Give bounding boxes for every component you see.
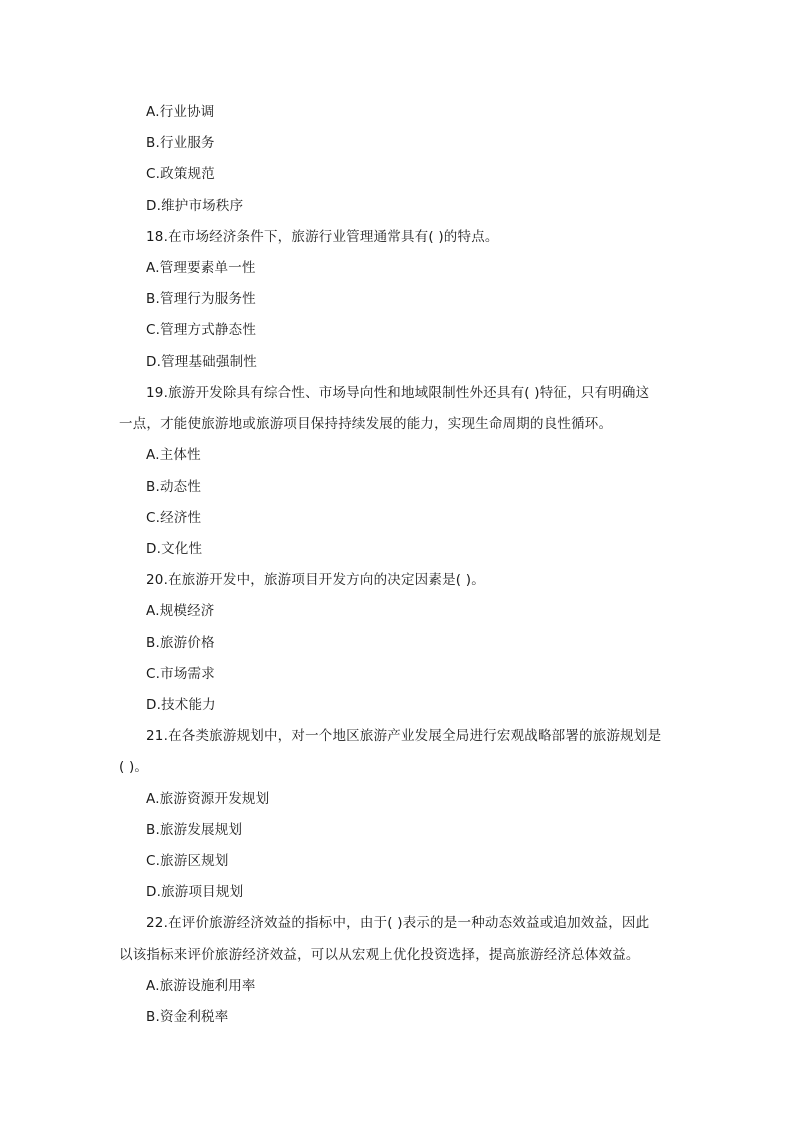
question-line: 18.在市场经济条件下，旅游行业管理通常具有( )的特点。 xyxy=(146,229,499,245)
option-line: D.维护市场秩序 xyxy=(146,198,244,214)
option-line: D.旅游项目规划 xyxy=(146,884,244,900)
option-line: A.管理要素单一性 xyxy=(146,260,256,276)
option-line: A.行业协调 xyxy=(146,104,215,120)
option-line: D.管理基础强制性 xyxy=(146,354,257,370)
option-line: B.行业服务 xyxy=(146,135,215,151)
option-line: C.旅游区规划 xyxy=(146,853,229,869)
option-line: A.主体性 xyxy=(146,447,201,463)
option-line: B.旅游发展规划 xyxy=(146,822,243,838)
option-line: A.旅游设施利用率 xyxy=(146,978,256,994)
question-line: 22.在评价旅游经济效益的指标中，由于( )表示的是一种动态效益或追加效益，因此 xyxy=(146,915,650,931)
option-line: C.政策规范 xyxy=(146,166,215,182)
option-line: B.动态性 xyxy=(146,479,202,495)
option-line: B.管理行为服务性 xyxy=(146,291,256,307)
option-line: D.文化性 xyxy=(146,541,203,557)
question-line: 20.在旅游开发中，旅游项目开发方向的决定因素是( )。 xyxy=(146,572,485,588)
option-line: B.资金利税率 xyxy=(146,1009,229,1025)
option-line: B.旅游价格 xyxy=(146,635,215,651)
option-line: D.技术能力 xyxy=(146,697,216,713)
option-line: A.规模经济 xyxy=(146,603,215,619)
option-line: C.经济性 xyxy=(146,510,202,526)
question-continuation-line: 一点，才能使旅游地或旅游项目保持持续发展的能力，实现生命周期的良性循环。 xyxy=(119,416,613,432)
option-line: C.市场需求 xyxy=(146,666,215,682)
question-line: 21.在各类旅游规划中，对一个地区旅游产业发展全局进行宏观战略部署的旅游规划是 xyxy=(146,728,662,744)
question-line: 19.旅游开发除具有综合性、市场导向性和地域限制性外还具有( )特征，只有明确这 xyxy=(146,385,650,401)
option-line: C.管理方式静态性 xyxy=(146,322,257,338)
question-continuation-line: ( )。 xyxy=(119,759,149,775)
question-continuation-line: 以该指标来评价旅游经济效益，可以从宏观上优化投资选择，提高旅游经济总体效益。 xyxy=(119,947,640,963)
option-line: A.旅游资源开发规划 xyxy=(146,791,270,807)
